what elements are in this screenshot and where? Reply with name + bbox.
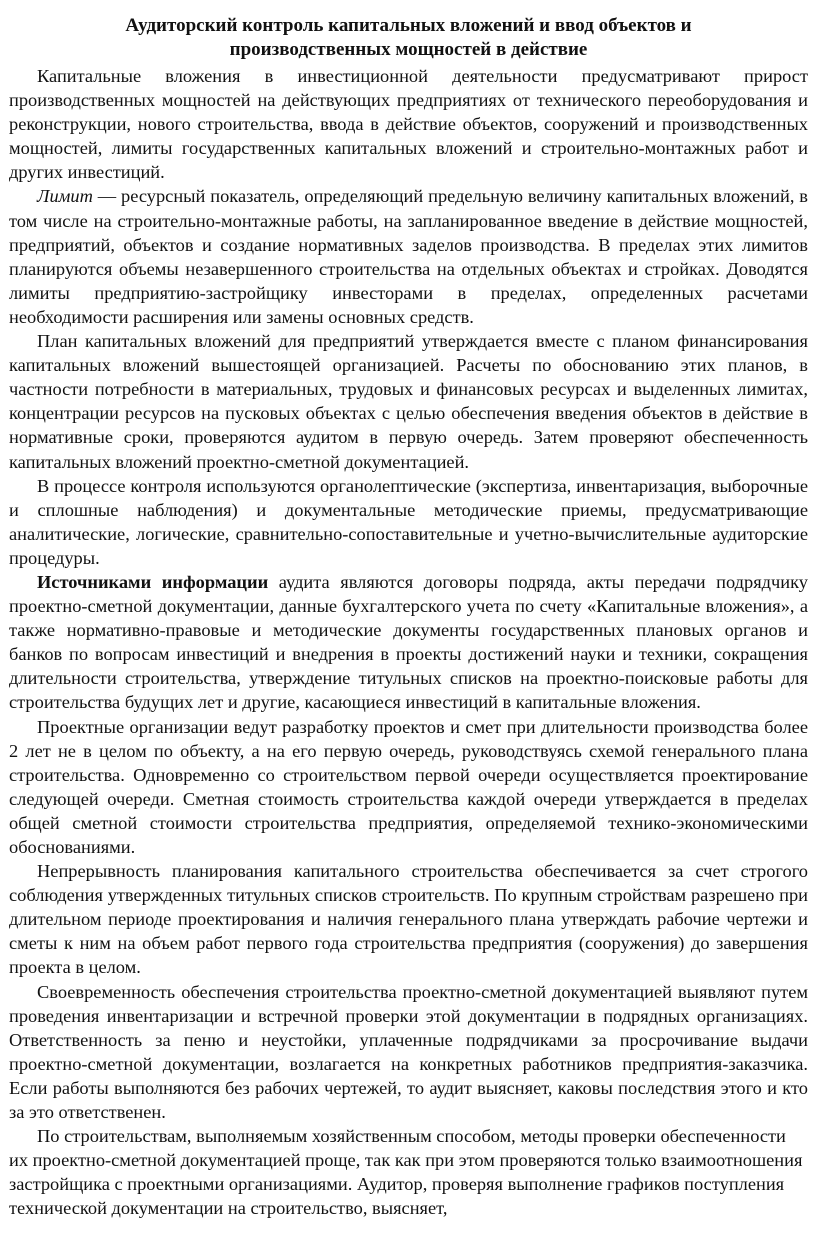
paragraph-capital-investments: Капитальные вложения в инвестиционной деятельности предусматривают прирост производственных мощностей на действующих предприятиях от технического переоборудования и реконструкции, нового строительства, ввода в действие объектов, сооружений и производственных мощностей, лимиты государственных капитальных вложений и строительно-монтажных работ и других инвестиций. <box>9 66 808 183</box>
paragraph-information-sources <box>9 570 808 715</box>
paragraph-investment-plan: План капитальных вложений для предприятий утверждается вместе с планом финансирования капитальных вложений вышестоящей организацией. Расчеты по обоснованию этих планов, в частности потребности в материальных, трудовых и финансовых ресурсах и выделенных лимитах, концентрации ресурсов на пусковых объектах с целью обеспечения введения объектов в действие в нормативные сроки, проверяются аудитом в первую очередь. Затем проверяют обеспеченность капитальных вложений проектно-сметной документацией. <box>9 331 808 472</box>
page-title <box>9 14 808 62</box>
paragraph-limit-text: — ресурсный показатель, определяющий предельную величину капитальных вложений, в том числе на строительно-монтажные работы, на запланированное введение в действие мощностей, предприятий, объектов и создание нормативных заделов производства. В пределах этих лимитов планируются объемы незавершенного строительства на отдельных объектах и стройках. Доводятся лимиты предприятию-застройщику инвесторами в пределах, определенных расчетами необходимости расширения или замены основных средств. <box>9 186 808 327</box>
title-line-1: Аудиторский контроль капитальных вложений и ввод объектов и <box>125 15 692 36</box>
paragraph-design-organizations: Проектные организации ведут разработку проектов и смет при длительности производства более 2 лет не в целом по объекту, а на его первую очередь, руководствуясь схемой генерального плана строительства. Одновременно со строительством первой очереди осуществляется проектирование следующей очереди. Сметная стоимость строительства каждой очереди утверждается в пределах общей сметной стоимости строительства предприятия, определяемой технико-экономическими обоснованиями. <box>9 716 808 857</box>
title-line-2: производственных мощностей в действие <box>229 39 588 60</box>
paragraph-control-methods: В процессе контроля используются органолептические (экспертиза, инвентаризация, выборочные и сплошные наблюдения) и документальные методические приемы, предусматривающие аналитические, логические, сравнительно-сопоставительные и учетно-вычислительные аудиторские процедуры. <box>9 475 808 568</box>
term-information-sources: Источниками информации <box>37 571 269 592</box>
paragraph-planning-continuity: Непрерывность планирования капитального строительства обеспечивается за счет строгого соблюдения утвержденных титульных списков строительств. По крупным стройствам разрешено при длительном периоде проектирования и наличия генерального плана утверждать рабочие чертежи и сметы к ним на объем работ первого года строительства предприятия (сооружения) до завершения проекта в целом. <box>9 861 808 978</box>
term-limit: Лимит <box>37 186 93 207</box>
paragraph-economic-method: По строительствам, выполняемым хозяйственным способом, методы проверки обеспеченности их проектно-сметной документацией проще, так как при этом проверяются только взаимоотношения застройщика с проектными организациями. Аудитор, проверяя выполнение графиков поступления технической документации на строительство, выясняет, <box>9 1126 803 1219</box>
paragraph-limit <box>9 184 808 329</box>
paragraph-information-sources-text: аудита являются договоры подряда, акты передачи подрядчику проектно-сметной документации, данные бухгалтерского учета по счету «Капитальные вложения», а также нормативно-правовые и методические документы государственных плановых органов и банков по вопросам инвестиций и внедрения в проекты достижений науки и техники, сокращения длительности строительства, утверждение титульных списков на проектно-поисковые работы для строительства будущих лет и другие, касающиеся инвестиций в капитальные вложения. <box>9 571 808 713</box>
paragraph-documentation-timeliness: Своевременность обеспечения строительства проектно-сметной документацией выявляют путем проведения инвентаризации и встречной проверки этой документации в подрядных организациях. Ответственность за пеню и неустойки, уплаченные подрядчиками за просрочивание выдачи проектно-сметной документации, возлагается на конкретных работников предприятия-заказчика. Если работы выполняются без рабочих чертежей, то аудит выясняет, каковы последствия этого и кто за это ответственен. <box>9 981 808 1123</box>
